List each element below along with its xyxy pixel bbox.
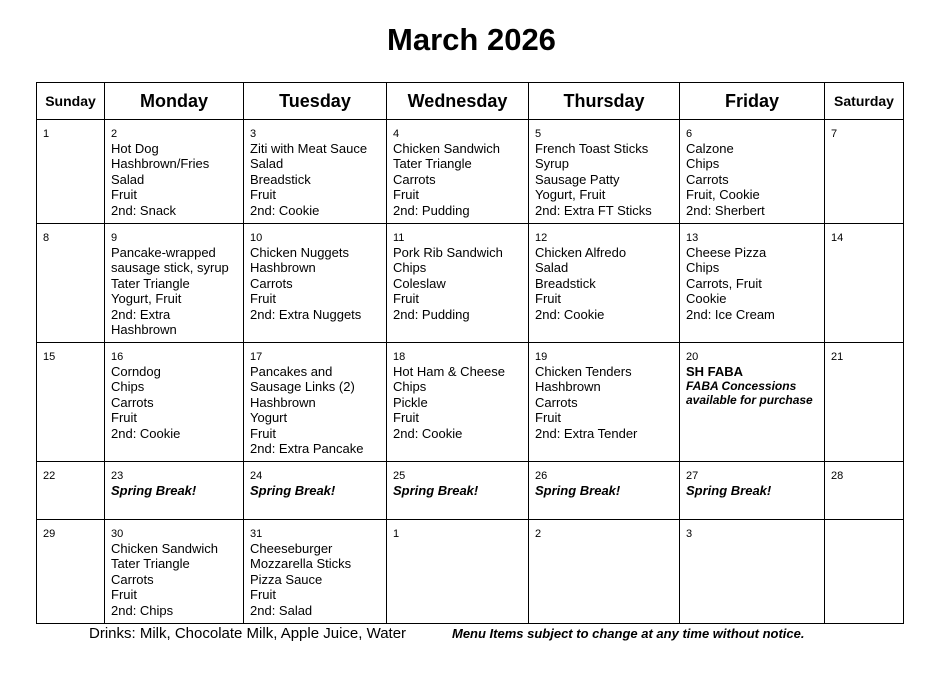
menu-item: Carrots: [111, 394, 154, 410]
day-number: 23: [111, 470, 124, 482]
day-number: 9: [111, 232, 118, 244]
menu-item: Breadstick: [250, 171, 311, 187]
menu-item: 2nd: Extra Nuggets: [250, 306, 362, 322]
day-cell: [387, 462, 529, 520]
menu-item: Tater Triangle: [111, 275, 190, 291]
menu-item: Carrots: [393, 171, 436, 187]
menu-item: Hashbrown/Fries: [111, 156, 210, 172]
menu-item: Hot Ham & Cheese: [393, 364, 505, 379]
day-cell: [529, 520, 680, 624]
day-number: 7: [831, 128, 838, 140]
special-event-label: Spring Break!: [250, 483, 336, 498]
menu-item: Fruit: [393, 187, 419, 203]
day-cell: [244, 520, 387, 624]
menu-item: Chips: [393, 260, 427, 276]
menu-item: Hashbrown: [250, 394, 316, 410]
day-cell: [105, 224, 244, 343]
menu-item: 2nd: Extra Tender: [535, 425, 638, 441]
menu-item: Pizza Sauce: [250, 571, 323, 587]
day-number: [825, 520, 903, 528]
menu-item: Yogurt, Fruit: [111, 291, 182, 307]
menu-item: Chips: [393, 379, 427, 395]
menu-item: Pork Rib Sandwich: [393, 245, 503, 260]
day-cell: [529, 343, 680, 462]
event-label: SH FABA: [686, 364, 744, 379]
menu-item: Syrup: [535, 156, 569, 172]
menu-item: Ziti with Meat Sauce: [250, 141, 368, 156]
day-number: 30: [111, 528, 124, 540]
day-number: 24: [250, 470, 263, 482]
drinks-note: Drinks: Milk, Chocolate Milk, Apple Juice, Water: [89, 625, 407, 642]
menu-item: Hashbrown: [111, 322, 177, 338]
day-number: 29: [43, 528, 56, 540]
day-number: 28: [831, 470, 844, 482]
day-cell: [387, 520, 529, 624]
day-number: 20: [686, 351, 699, 363]
menu-item: Calzone: [686, 141, 734, 156]
menu-item: 2nd: Extra FT Sticks: [535, 202, 652, 218]
menu-item: 2nd: Pudding: [393, 306, 470, 322]
day-cell: [387, 120, 529, 224]
day-cell: [825, 462, 904, 520]
day-number: 10: [250, 232, 263, 244]
menu-item: Fruit: [250, 291, 276, 307]
menu-item: Cookie: [686, 291, 727, 307]
day-cell: [387, 343, 529, 462]
menu-item: Chicken Alfredo: [535, 245, 627, 260]
day-number: 15: [43, 351, 56, 363]
day-cell: [529, 462, 680, 520]
menu-item: Fruit: [250, 187, 276, 203]
day-cell: [680, 520, 825, 624]
day-number: 21: [831, 351, 844, 363]
menu-item: Salad: [250, 156, 284, 172]
menu-item: Carrots: [250, 275, 293, 291]
menu-item: Chicken Sandwich: [393, 141, 500, 156]
event-note: FABA Concessions: [686, 379, 797, 394]
menu-item: Carrots: [111, 571, 154, 587]
day-cell: [37, 343, 105, 462]
day-number: 14: [831, 232, 844, 244]
week-row: [37, 343, 904, 462]
day-cell: [37, 462, 105, 520]
day-number: 25: [393, 470, 406, 482]
menu-item: Fruit: [111, 587, 137, 603]
menu-item: French Toast Sticks: [535, 141, 649, 156]
header-sunday: Sunday: [37, 83, 105, 120]
menu-item: 2nd: Cookie: [535, 306, 605, 322]
day-number: 19: [535, 351, 548, 363]
menu-item: Mozzarella Sticks: [250, 556, 352, 572]
menu-item: Coleslaw: [393, 275, 446, 291]
menu-item: Tater Triangle: [393, 156, 472, 172]
menu-item: Fruit: [393, 410, 419, 426]
menu-item: Fruit: [111, 187, 137, 203]
menu-item: Pickle: [393, 394, 428, 410]
menu-item: 2nd: Chips: [111, 602, 174, 618]
day-number: 5: [535, 128, 542, 140]
day-cell: [680, 224, 825, 343]
day-number: 2: [111, 128, 118, 140]
week-row: [37, 224, 904, 343]
menu-item: Fruit: [535, 410, 561, 426]
week-row: [37, 120, 904, 224]
menu-item: Carrots: [535, 394, 578, 410]
menu-item: sausage stick, syrup: [111, 260, 229, 276]
menu-item: Carrots, Fruit: [686, 275, 762, 291]
header-tuesday: Tuesday: [244, 83, 387, 120]
menu-item: Corndog: [111, 364, 161, 379]
menu-item: 2nd: Ice Cream: [686, 306, 775, 322]
menu-item: 2nd: Sherbert: [686, 202, 765, 218]
day-cell: [825, 343, 904, 462]
day-number: 1: [393, 528, 400, 540]
day-number: 8: [43, 232, 50, 244]
special-event-label: Spring Break!: [686, 483, 772, 498]
day-cell: [37, 520, 105, 624]
day-cell: [105, 520, 244, 624]
day-number: 16: [111, 351, 124, 363]
menu-item: Breadstick: [535, 275, 596, 291]
day-cell: [244, 343, 387, 462]
day-cell: [105, 120, 244, 224]
day-cell: [825, 224, 904, 343]
day-cell: [680, 343, 825, 462]
menu-item: Yogurt, Fruit: [535, 187, 606, 203]
special-event-label: Spring Break!: [111, 483, 197, 498]
menu-item: Salad: [535, 260, 569, 276]
day-number: 12: [535, 232, 548, 244]
day-cell: [680, 462, 825, 520]
day-cell: [244, 120, 387, 224]
day-number: 1: [43, 128, 50, 140]
special-event-label: Spring Break!: [535, 483, 621, 498]
menu-item: Yogurt: [250, 410, 288, 426]
event-note: available for purchase: [686, 393, 813, 408]
menu-item: Chips: [111, 379, 145, 395]
day-number: 31: [250, 528, 263, 540]
day-number: 26: [535, 470, 548, 482]
menu-item: Cheese Pizza: [686, 245, 767, 260]
menu-change-notice: Menu Items subject to change at any time without notice.: [452, 626, 805, 641]
menu-item: Pancake-wrapped: [111, 245, 216, 260]
menu-item: Pancakes and: [250, 364, 333, 379]
menu-item: Sausage Patty: [535, 171, 620, 187]
day-cell: [529, 224, 680, 343]
menu-item: Chips: [686, 156, 720, 172]
menu-item: Fruit: [250, 587, 276, 603]
week-row: [37, 520, 904, 624]
day-cell: [244, 462, 387, 520]
menu-item: Hot Dog: [111, 141, 159, 156]
day-cell: [37, 120, 105, 224]
menu-item: Chicken Tenders: [535, 364, 632, 379]
week-row: [37, 462, 904, 520]
day-cell: [825, 120, 904, 224]
day-number: 11: [393, 232, 405, 244]
menu-item: 2nd: Extra: [111, 306, 171, 322]
menu-item: 2nd: Pudding: [393, 202, 470, 218]
menu-item: Salad: [111, 171, 145, 187]
special-event-label: Spring Break!: [393, 483, 479, 498]
menu-item: 2nd: Cookie: [250, 202, 320, 218]
day-number: 2: [535, 528, 542, 540]
menu-item: Chicken Nuggets: [250, 245, 349, 260]
menu-item: Hashbrown: [535, 379, 601, 395]
day-number: 3: [686, 528, 693, 540]
weekday-header-row: [37, 83, 904, 120]
day-number: 27: [686, 470, 699, 482]
day-number: 3: [250, 128, 257, 140]
day-number: 13: [686, 232, 699, 244]
menu-item: Fruit: [111, 410, 137, 426]
day-cell: [105, 462, 244, 520]
menu-item: Fruit: [250, 425, 276, 441]
day-cell: [825, 520, 904, 624]
day-number: 17: [250, 351, 263, 363]
header-thursday: Thursday: [529, 83, 680, 120]
header-friday: Friday: [680, 83, 825, 120]
menu-item: Fruit: [535, 291, 561, 307]
day-number: 6: [686, 128, 693, 140]
menu-item: Sausage Links (2): [250, 379, 355, 395]
day-cell: [387, 224, 529, 343]
menu-item: Chips: [686, 260, 720, 276]
day-cell: [37, 224, 105, 343]
menu-item: 2nd: Extra Pancake: [250, 441, 364, 457]
menu-item: Carrots: [686, 171, 729, 187]
header-wednesday: Wednesday: [387, 83, 529, 120]
menu-item: Cheeseburger: [250, 541, 333, 556]
day-number: 18: [393, 351, 406, 363]
menu-item: Tater Triangle: [111, 556, 190, 572]
menu-item: 2nd: Salad: [250, 602, 313, 618]
menu-item: 2nd: Cookie: [393, 425, 463, 441]
day-cell: [105, 343, 244, 462]
menu-item: Fruit: [393, 291, 419, 307]
menu-item: Hashbrown: [250, 260, 316, 276]
menu-item: Chicken Sandwich: [111, 541, 218, 556]
header-saturday: Saturday: [825, 83, 904, 120]
calendar-title: March 2026: [387, 22, 556, 57]
lunch-menu-calendar: [36, 82, 904, 624]
day-number: 22: [43, 470, 56, 482]
menu-item: 2nd: Cookie: [111, 425, 181, 441]
day-cell: [680, 120, 825, 224]
menu-item: 2nd: Snack: [111, 202, 177, 218]
day-cell: [244, 224, 387, 343]
header-monday: Monday: [105, 83, 244, 120]
day-number: 4: [393, 128, 400, 140]
menu-item: Fruit, Cookie: [686, 187, 760, 203]
day-cell: [529, 120, 680, 224]
